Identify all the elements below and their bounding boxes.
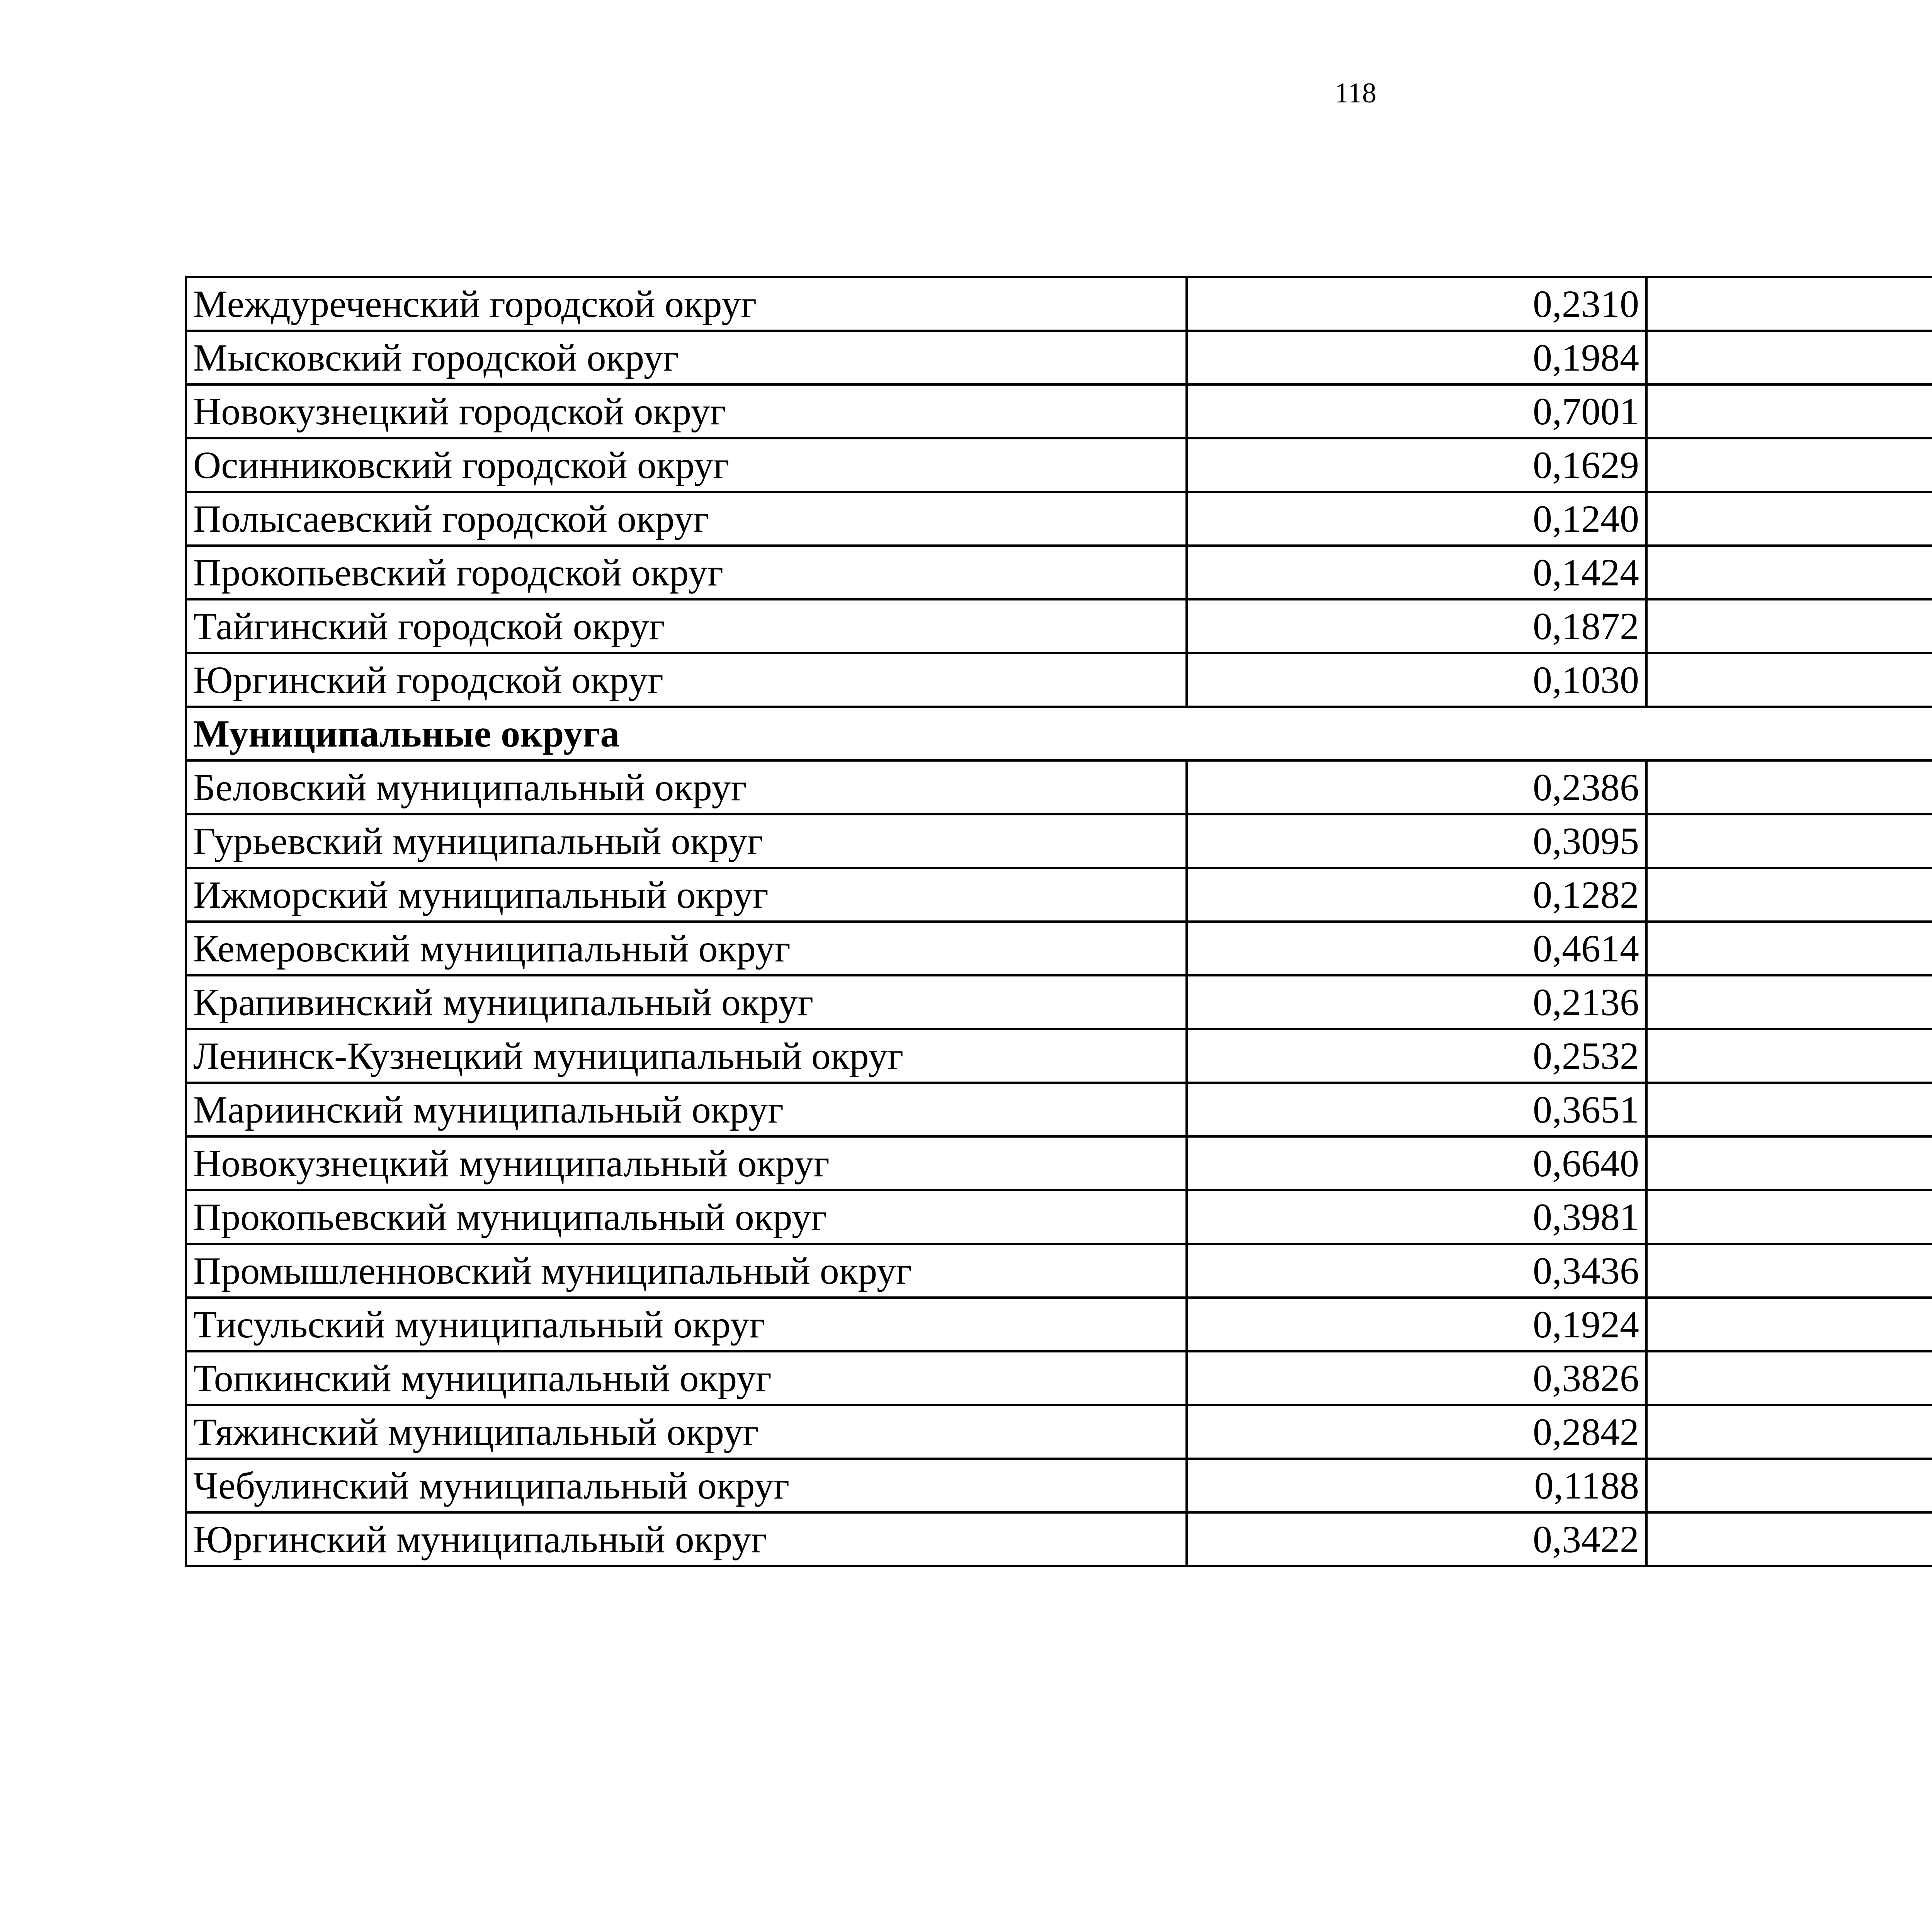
section-header: Муниципальные округа — [186, 707, 1932, 760]
district-name-cell: Гурьевский муниципальный округ — [186, 814, 1187, 868]
table-row — [186, 760, 1932, 814]
value-cell-1: 0,1240 — [1187, 492, 1646, 546]
district-name-cell: Крапивинский муниципальный округ — [186, 975, 1187, 1029]
table-row — [186, 922, 1932, 975]
district-name-cell: Прокопьевский муниципальный округ — [186, 1190, 1187, 1244]
value-cell-1: 0,2310 — [1187, 277, 1646, 331]
value-cell-1: 0,1424 — [1187, 546, 1646, 599]
value-cell-1: 0,3436 — [1187, 1244, 1646, 1298]
table-row — [186, 384, 1932, 438]
value-cell-1: 0,2136 — [1187, 975, 1646, 1029]
value-cell-1: 0,1188 — [1187, 1459, 1646, 1512]
value-cell-2 — [1646, 1029, 1932, 1083]
district-name-cell: Тисульский муниципальный округ — [186, 1298, 1187, 1351]
value-cell-1: 0,1629 — [1187, 438, 1646, 492]
page-number: 118 — [1334, 77, 1377, 109]
table-row — [186, 1405, 1932, 1459]
table-row — [186, 653, 1932, 707]
district-name-cell: Тяжинский муниципальный округ — [186, 1405, 1187, 1459]
district-name-cell: Полысаевский городской округ — [186, 492, 1187, 546]
value-cell-2 — [1646, 868, 1932, 922]
value-cell-1: 0,3826 — [1187, 1351, 1646, 1405]
value-cell-1: 0,3095 — [1187, 814, 1646, 868]
value-cell-2 — [1646, 384, 1932, 438]
value-cell-1: 0,1984 — [1187, 331, 1646, 384]
value-cell-2 — [1646, 492, 1932, 546]
value-cell-2 — [1646, 760, 1932, 814]
value-cell-2 — [1646, 814, 1932, 868]
value-cell-1: 0,3651 — [1187, 1083, 1646, 1136]
table-row — [186, 868, 1932, 922]
value-cell-2 — [1646, 1190, 1932, 1244]
district-name-cell: Беловский муниципальный округ — [186, 760, 1187, 814]
district-name-cell: Юргинский муниципальный округ — [186, 1512, 1187, 1566]
district-name-cell: Ленинск-Кузнецкий муниципальный округ — [186, 1029, 1187, 1083]
value-cell-1: 0,3422 — [1187, 1512, 1646, 1566]
value-cell-2 — [1646, 1512, 1932, 1566]
value-cell-1: 0,2842 — [1187, 1405, 1646, 1459]
district-name-cell: Чебулинский муниципальный округ — [186, 1459, 1187, 1512]
table-row — [186, 1459, 1932, 1512]
table-body — [186, 277, 1932, 1566]
district-name-cell: Тайгинский городской округ — [186, 599, 1187, 653]
value-cell-1: 0,1282 — [1187, 868, 1646, 922]
table-row — [186, 277, 1932, 331]
table-row — [186, 331, 1932, 384]
table-row — [186, 1244, 1932, 1298]
value-cell-2 — [1646, 1405, 1932, 1459]
value-cell-1: 0,2386 — [1187, 760, 1646, 814]
table-row — [186, 814, 1932, 868]
value-cell-2 — [1646, 1459, 1932, 1512]
district-name-cell: Промышленновский муниципальный округ — [186, 1244, 1187, 1298]
table-row — [186, 975, 1932, 1029]
table-row — [186, 1298, 1932, 1351]
value-cell-2 — [1646, 975, 1932, 1029]
table-row — [186, 546, 1932, 599]
section-header-row — [186, 707, 1932, 760]
value-cell-2 — [1646, 546, 1932, 599]
district-name-cell: Ижморский муниципальный округ — [186, 868, 1187, 922]
district-name-cell: Междуреченский городской округ — [186, 277, 1187, 331]
value-cell-2 — [1646, 653, 1932, 707]
district-name-cell: Мысковский городской округ — [186, 331, 1187, 384]
value-cell-1: 0,4614 — [1187, 922, 1646, 975]
district-name-cell: Новокузнецкий городской округ — [186, 384, 1187, 438]
district-name-cell: Прокопьевский городской округ — [186, 546, 1187, 599]
table-row — [186, 1512, 1932, 1566]
value-cell-2 — [1646, 1244, 1932, 1298]
table-row — [186, 599, 1932, 653]
value-cell-2 — [1646, 1083, 1932, 1136]
value-cell-1: 0,6640 — [1187, 1136, 1646, 1190]
district-name-cell: Кемеровский муниципальный округ — [186, 922, 1187, 975]
district-name-cell: Осинниковский городской округ — [186, 438, 1187, 492]
table-row — [186, 1351, 1932, 1405]
value-cell-1: 0,1872 — [1187, 599, 1646, 653]
table-row — [186, 1029, 1932, 1083]
district-name-cell: Топкинский муниципальный округ — [186, 1351, 1187, 1405]
district-name-cell: Новокузнецкий муниципальный округ — [186, 1136, 1187, 1190]
table-row — [186, 1190, 1932, 1244]
table-row — [186, 1136, 1932, 1190]
value-cell-1: 0,7001 — [1187, 384, 1646, 438]
value-cell-2 — [1646, 331, 1932, 384]
value-cell-1: 0,3981 — [1187, 1190, 1646, 1244]
district-name-cell: Юргинский городской округ — [186, 653, 1187, 707]
table-row — [186, 1083, 1932, 1136]
value-cell-2 — [1646, 1136, 1932, 1190]
value-cell-1: 0,1030 — [1187, 653, 1646, 707]
coefficients-table — [185, 276, 1932, 1567]
value-cell-1: 0,2532 — [1187, 1029, 1646, 1083]
table-row — [186, 492, 1932, 546]
value-cell-2 — [1646, 438, 1932, 492]
value-cell-2 — [1646, 1298, 1932, 1351]
value-cell-2 — [1646, 1351, 1932, 1405]
value-cell-1: 0,1924 — [1187, 1298, 1646, 1351]
value-cell-2 — [1646, 599, 1932, 653]
table-row — [186, 438, 1932, 492]
value-cell-2 — [1646, 922, 1932, 975]
value-cell-2 — [1646, 277, 1932, 331]
district-name-cell: Мариинский муниципальный округ — [186, 1083, 1187, 1136]
